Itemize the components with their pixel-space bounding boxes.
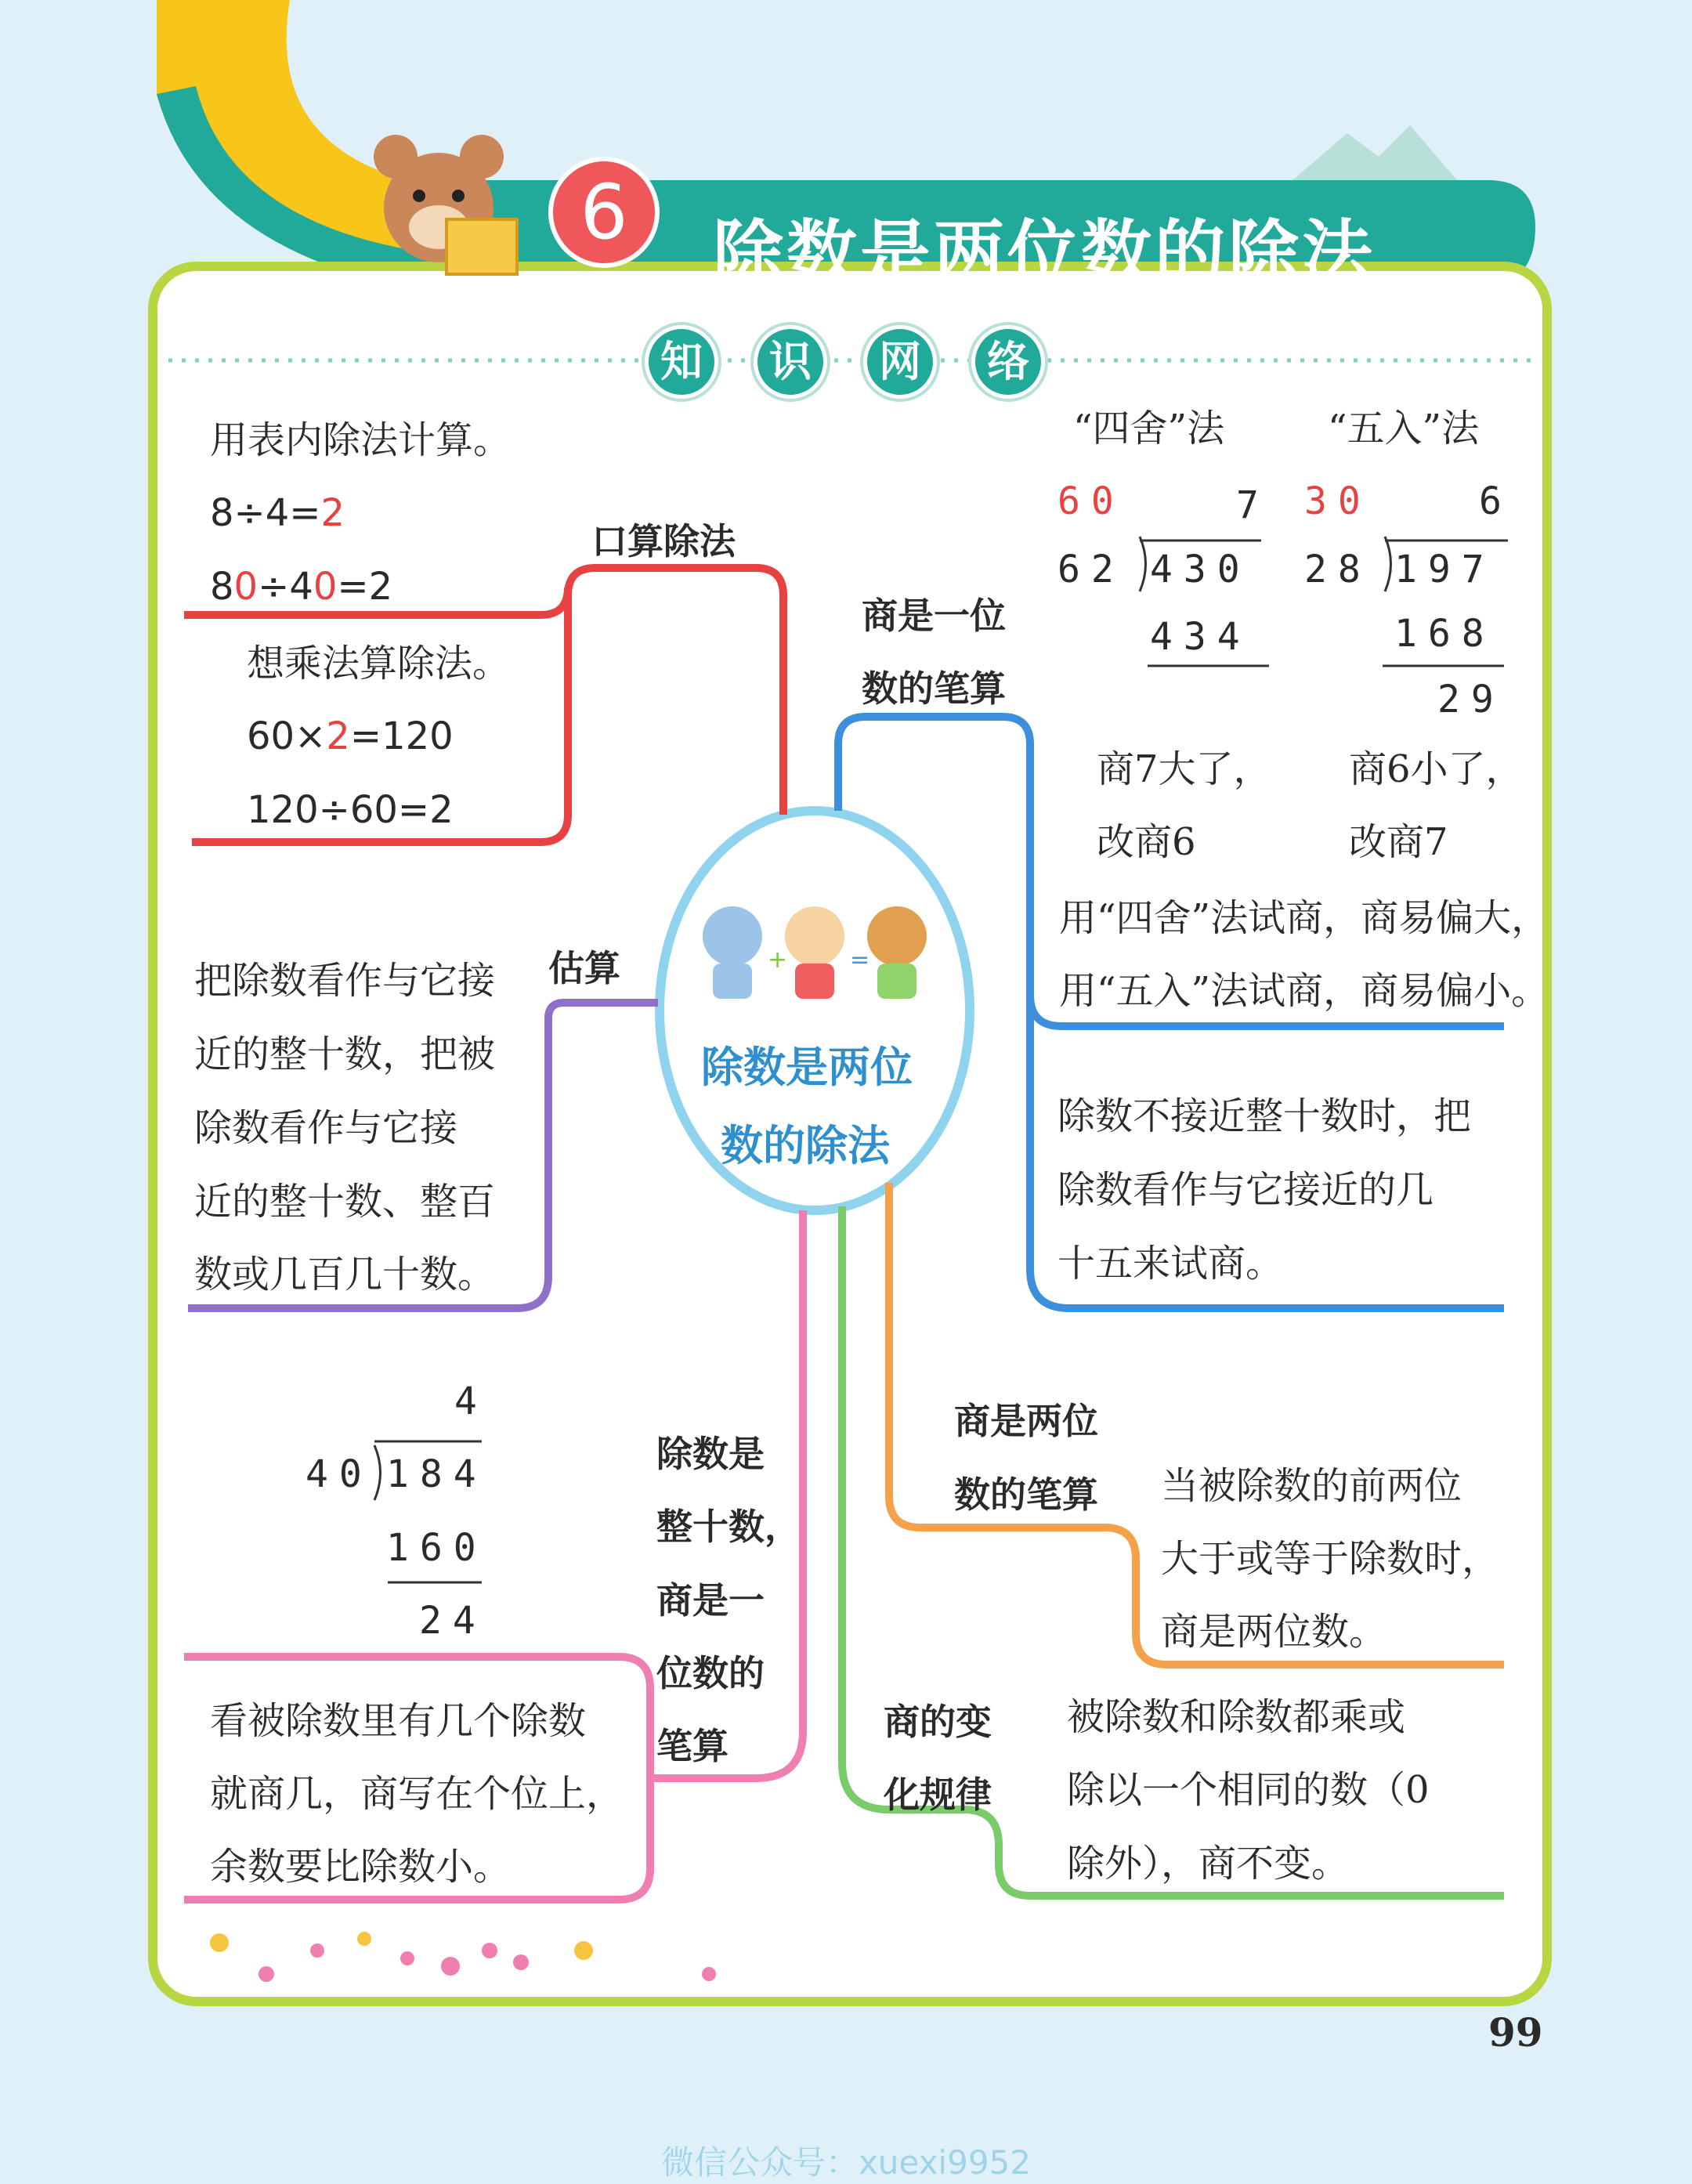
rule-line-1: 用“四舍”法试商，商易偏大， bbox=[1059, 896, 1549, 940]
quotient-rule-desc-3: 除外），商不变。 bbox=[1067, 1842, 1350, 1886]
m1-divisor: 62 bbox=[1058, 548, 1125, 591]
estimate-label: 估算 bbox=[548, 947, 620, 989]
tens-product: 160 bbox=[386, 1526, 487, 1570]
m1-quotient: 7 bbox=[1236, 483, 1270, 527]
oral-eq2: 80÷40=2 bbox=[210, 565, 393, 609]
tens-desc-3: 余数要比除数小。 bbox=[210, 1845, 512, 1889]
tens-quotient: 4 bbox=[454, 1379, 488, 1423]
m1-dividend: 430 bbox=[1150, 548, 1251, 591]
m2-dividend: 197 bbox=[1394, 548, 1495, 591]
estimate-line3: 除数看作与它接 bbox=[194, 1106, 458, 1150]
tens-label-1: 除数是 bbox=[656, 1433, 765, 1475]
m2-remainder: 29 bbox=[1437, 678, 1505, 721]
special-line-3: 十五来试商。 bbox=[1058, 1242, 1284, 1285]
estimate-line5: 数或几百几十数。 bbox=[194, 1253, 496, 1296]
tens-dividend: 184 bbox=[386, 1452, 487, 1496]
oral-eq3: 60×2=120 bbox=[247, 714, 454, 758]
tens-desc-1: 看被除数里有几个除数 bbox=[210, 1699, 587, 1743]
tens-label-3: 商是一 bbox=[656, 1579, 765, 1622]
quotient-rule-desc-1: 被除数和除数都乘或 bbox=[1067, 1695, 1406, 1739]
tens-label-4: 位数的 bbox=[656, 1652, 765, 1694]
section-char-3: 网 bbox=[863, 325, 937, 399]
m1-product: 434 bbox=[1150, 615, 1251, 659]
m2-note-2: 改商7 bbox=[1349, 820, 1448, 864]
estimate-line2: 近的整十数，把被 bbox=[194, 1032, 496, 1076]
one-digit-label-1: 商是一位 bbox=[862, 595, 1006, 637]
oral-intro: 用表内除法计算。 bbox=[210, 418, 512, 462]
svg-text:=: = bbox=[850, 946, 870, 974]
center-title-line2: 数的除法 bbox=[721, 1121, 890, 1170]
animal-friends-icon bbox=[703, 906, 927, 999]
tens-label-2: 整十数， bbox=[656, 1506, 801, 1548]
oral-division-label: 口算除法 bbox=[591, 520, 736, 562]
page-number: 99 bbox=[1488, 2009, 1543, 2056]
m2-product: 168 bbox=[1394, 612, 1495, 656]
two-digit-desc-1: 当被除数的前两位 bbox=[1161, 1464, 1462, 1508]
quotient-rule-label-2: 化规律 bbox=[884, 1774, 992, 1816]
m1-note-2: 改商6 bbox=[1097, 820, 1196, 864]
two-digit-label-1: 商是两位 bbox=[954, 1400, 1098, 1442]
estimate-line1: 把除数看作与它接 bbox=[194, 959, 496, 1003]
section-char-1: 知 bbox=[645, 325, 718, 399]
oral-eq4: 120÷60=2 bbox=[247, 788, 454, 832]
m2-note-1: 商6小了， bbox=[1349, 747, 1524, 791]
special-line-1: 除数不接近整十数时，把 bbox=[1058, 1094, 1472, 1138]
special-line-2: 除数看作与它接近的几 bbox=[1058, 1168, 1434, 1212]
two-digit-desc-2: 大于或等于除数时， bbox=[1161, 1537, 1500, 1581]
tens-remainder: 24 bbox=[419, 1599, 486, 1643]
rule-line-2: 用“五入”法试商，商易偏小。 bbox=[1059, 969, 1549, 1013]
center-title-line1: 除数是两位 bbox=[701, 1043, 913, 1092]
section-char-2: 识 bbox=[754, 325, 827, 399]
section-char-4: 络 bbox=[971, 325, 1045, 399]
method1-title: “四舍”法 bbox=[1073, 407, 1225, 450]
two-digit-label-2: 数的笔算 bbox=[954, 1473, 1098, 1516]
m1-trial: 60 bbox=[1058, 479, 1125, 523]
chapter-title: 除数是两位数的除法 bbox=[713, 212, 1376, 295]
two-digit-desc-3: 商是两位数。 bbox=[1161, 1610, 1387, 1654]
chapter-number-badge: 6 bbox=[548, 157, 660, 268]
m2-quotient: 6 bbox=[1479, 479, 1513, 523]
quotient-rule-desc-2: 除以一个相同的数（0 bbox=[1067, 1768, 1430, 1812]
tens-desc-2: 就商几，商写在个位上， bbox=[210, 1772, 624, 1816]
oral-eq1: 8÷4=2 bbox=[210, 491, 345, 535]
estimate-line4: 近的整十数、整百 bbox=[194, 1180, 496, 1224]
one-digit-label-2: 数的笔算 bbox=[862, 667, 1006, 710]
m2-trial: 30 bbox=[1304, 479, 1372, 523]
tens-divisor: 40 bbox=[306, 1452, 373, 1496]
svg-text:+: + bbox=[768, 946, 788, 974]
tens-label-5: 笔算 bbox=[656, 1725, 728, 1767]
m1-note-1: 商7大了， bbox=[1097, 747, 1271, 791]
oral-think: 想乘法算除法。 bbox=[247, 642, 511, 685]
method2-title: “五入”法 bbox=[1328, 407, 1480, 450]
quotient-rule-label-1: 商的变 bbox=[884, 1701, 992, 1743]
watermark: 微信公众号：xuexi9952 bbox=[661, 2143, 1031, 2182]
m2-divisor: 28 bbox=[1304, 548, 1372, 591]
